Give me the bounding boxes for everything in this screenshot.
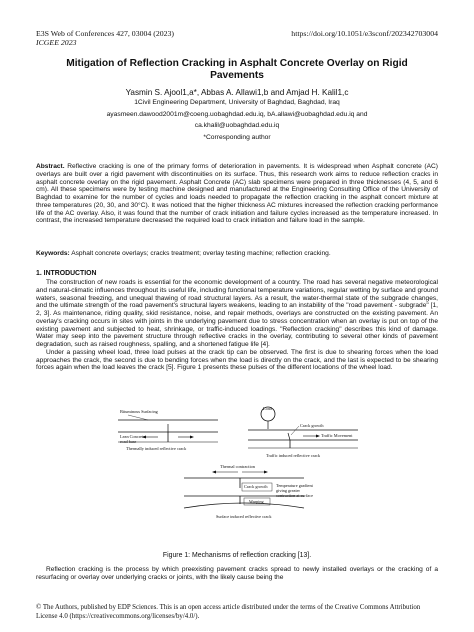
paper-title: Mitigation of Reflection Cracking in Asphalt Concrete Overlay on Rigid Pavements	[66, 58, 408, 81]
traffic-movement-label: Traffic Movement	[321, 433, 353, 438]
keywords	[36, 250, 438, 258]
thermal-crack-panel	[118, 409, 218, 451]
warping-label: Warping	[249, 499, 264, 504]
traffic-induced-caption: Traffic induced reflective crack	[266, 453, 321, 458]
journal-citation: E3S Web of Conferences 427, 03004 (2023)	[36, 29, 175, 38]
reflection-cracking-diagram	[118, 402, 358, 550]
abstract-label: Abstract.	[36, 163, 65, 170]
introduction	[36, 279, 438, 372]
author-list: Yasmin S. Ajool1,a*, Abbas A. Allawi1,b and Amjad H. Kalil1,c	[125, 88, 349, 97]
temp-gradient-line2: giving greater	[276, 488, 300, 493]
figure-1	[118, 402, 358, 550]
intro-paragraph-2: Under a passing wheel load, three load pulses at the crack tip can be observed. The first is due to shearing forces when the load approaches the crack, the second is due to bending forces when the load is directly on the crack, and the last is expected to be shearing forces again when the load leaves the crack [5]. Figure 1 presents these pulses of the different locations of the wheel load.	[36, 348, 438, 372]
abstract-text: Reflective cracking is one of the primary forms of deterioration in pavements. It is widespread when Asphalt concrete (AC) overlays are built over a rigid pavement with discontinuities on its surface. Thus, this research work aims to reduce reflection cracks in asphalt concrete overlay on the rigid pavement. Asphalt Concrete (AC) slab specimens were prepared in three thicknesses (4, 5, and 6 cm). All these specimens were by testing machine designed and manufactured at the Engineering Consulting Office of the University of Baghdad to examine for the number of cycles and loads needed to propagate the reflection cracking in the asphalt concert mixture at three temperatures (20, 30, and 30°C). It was noticed that the higher thickness AC mixtures increased the reflection cracking performance life of the AC overlay. Also, it was found that the number of crack initiation and failure cycles increased as the temperature increased. In contrast, the increased temperature decreased the required load to crack initiation and failure load in the sample.	[36, 163, 438, 225]
keywords-label: Keywords:	[36, 250, 70, 257]
thermal-induced-caption: Thermally induced reflective crack	[126, 446, 187, 451]
section-heading: 1. INTRODUCTION	[36, 270, 97, 277]
doi-link[interactable]: https://doi.org/10.1051/e3sconf/202342703004	[291, 29, 438, 38]
bituminous-label: Bituminous Surfacing	[120, 409, 158, 414]
keywords-text: Asphalt concrete overlays; cracks treatment; overlay testing machine; reflection cracking.	[71, 250, 331, 257]
temp-gradient-line1: Temperature gradient	[276, 483, 313, 488]
abstract	[36, 163, 438, 225]
intro-paragraph-1: The construction of new roads is essential for the economic development of a country. The road has several negative meteorological and natural-climatic influences throughout its useful life, including functional temperature variations, regular wetting by surface and ground waters, seasonal freezing, and unequal thawing of road structural layers. As a result, the water-thermal state of the subgrade changes, and the ultimate strength of the road pavement's structural layers weakens, leading to an instability of the "road pavement - subgrade" [1, 2, 3]. As maintenance, riding quality, skid resistance, noise, and repair methods, overlays are constructed on the existing pavement. An overlay's cracking occurs in sites with joints in the underlying pavement due to stress concentration when an overlay is put on top of the existing pavement and subjected to heat, shrinkage, or traffic-induced loadings. "Reflection cracking" describes this kind of damage. Water may seep into the pavement structure through reflective cracks in the overlay, contributing to several other kinds of pavement degradation, such as raised roughness, spalling, and a shortened fatigue life [4].	[36, 279, 438, 348]
figure-caption: Figure 1: Mechanisms of reflection cracking [13].	[162, 552, 312, 559]
lean-concrete-label: Lean Concrete	[120, 434, 146, 439]
thermal-contraction-label: Thermal contraction	[220, 464, 255, 469]
surface-crack-panel	[184, 464, 314, 519]
temp-gradient-line3: contraction at surface	[276, 493, 313, 498]
traffic-crack-panel	[248, 406, 358, 458]
affiliations	[36, 99, 438, 142]
crack-growth-label-2: Crack growth	[244, 484, 268, 489]
crack-growth-label-1: Crack growth	[300, 423, 324, 428]
corresponding-author-note: *Corresponding author	[203, 133, 271, 141]
load-label: Load	[263, 406, 272, 411]
running-header-left	[36, 29, 174, 47]
surface-induced-caption: Surface induced reflective crack	[216, 514, 272, 519]
conference-name: ICGEE 2023	[36, 38, 77, 47]
post-figure-text	[36, 566, 438, 582]
author-emails[interactable]: ayasmeen.dawood2001m@coeng.uobaghdad.edu.iq, bA.allawi@uobaghdad.edu.iq and	[106, 110, 368, 118]
intro-paragraph-3: Reflection cracking is the process by which preexisting pavement cracks spread to newly installed overlays or the cracking of a resurfacing or overlay over underlying cracks or joints, with the likely cause being the	[36, 566, 438, 581]
institution: 1Civil Engineering Department, University of Baghdad, Baghdad, Iraq	[134, 99, 340, 106]
license-footer: © The Authors, published by EDP Sciences. This is an open access article distributed under the terms of the Creative Commons Attribution License 4.0 (https://creativecommons.org/licenses/by/4.0/).	[36, 604, 421, 620]
author-email-extra[interactable]: ca.khalil@uobaghdad.edu.iq	[194, 122, 280, 130]
road-base-label: road base	[120, 439, 137, 444]
